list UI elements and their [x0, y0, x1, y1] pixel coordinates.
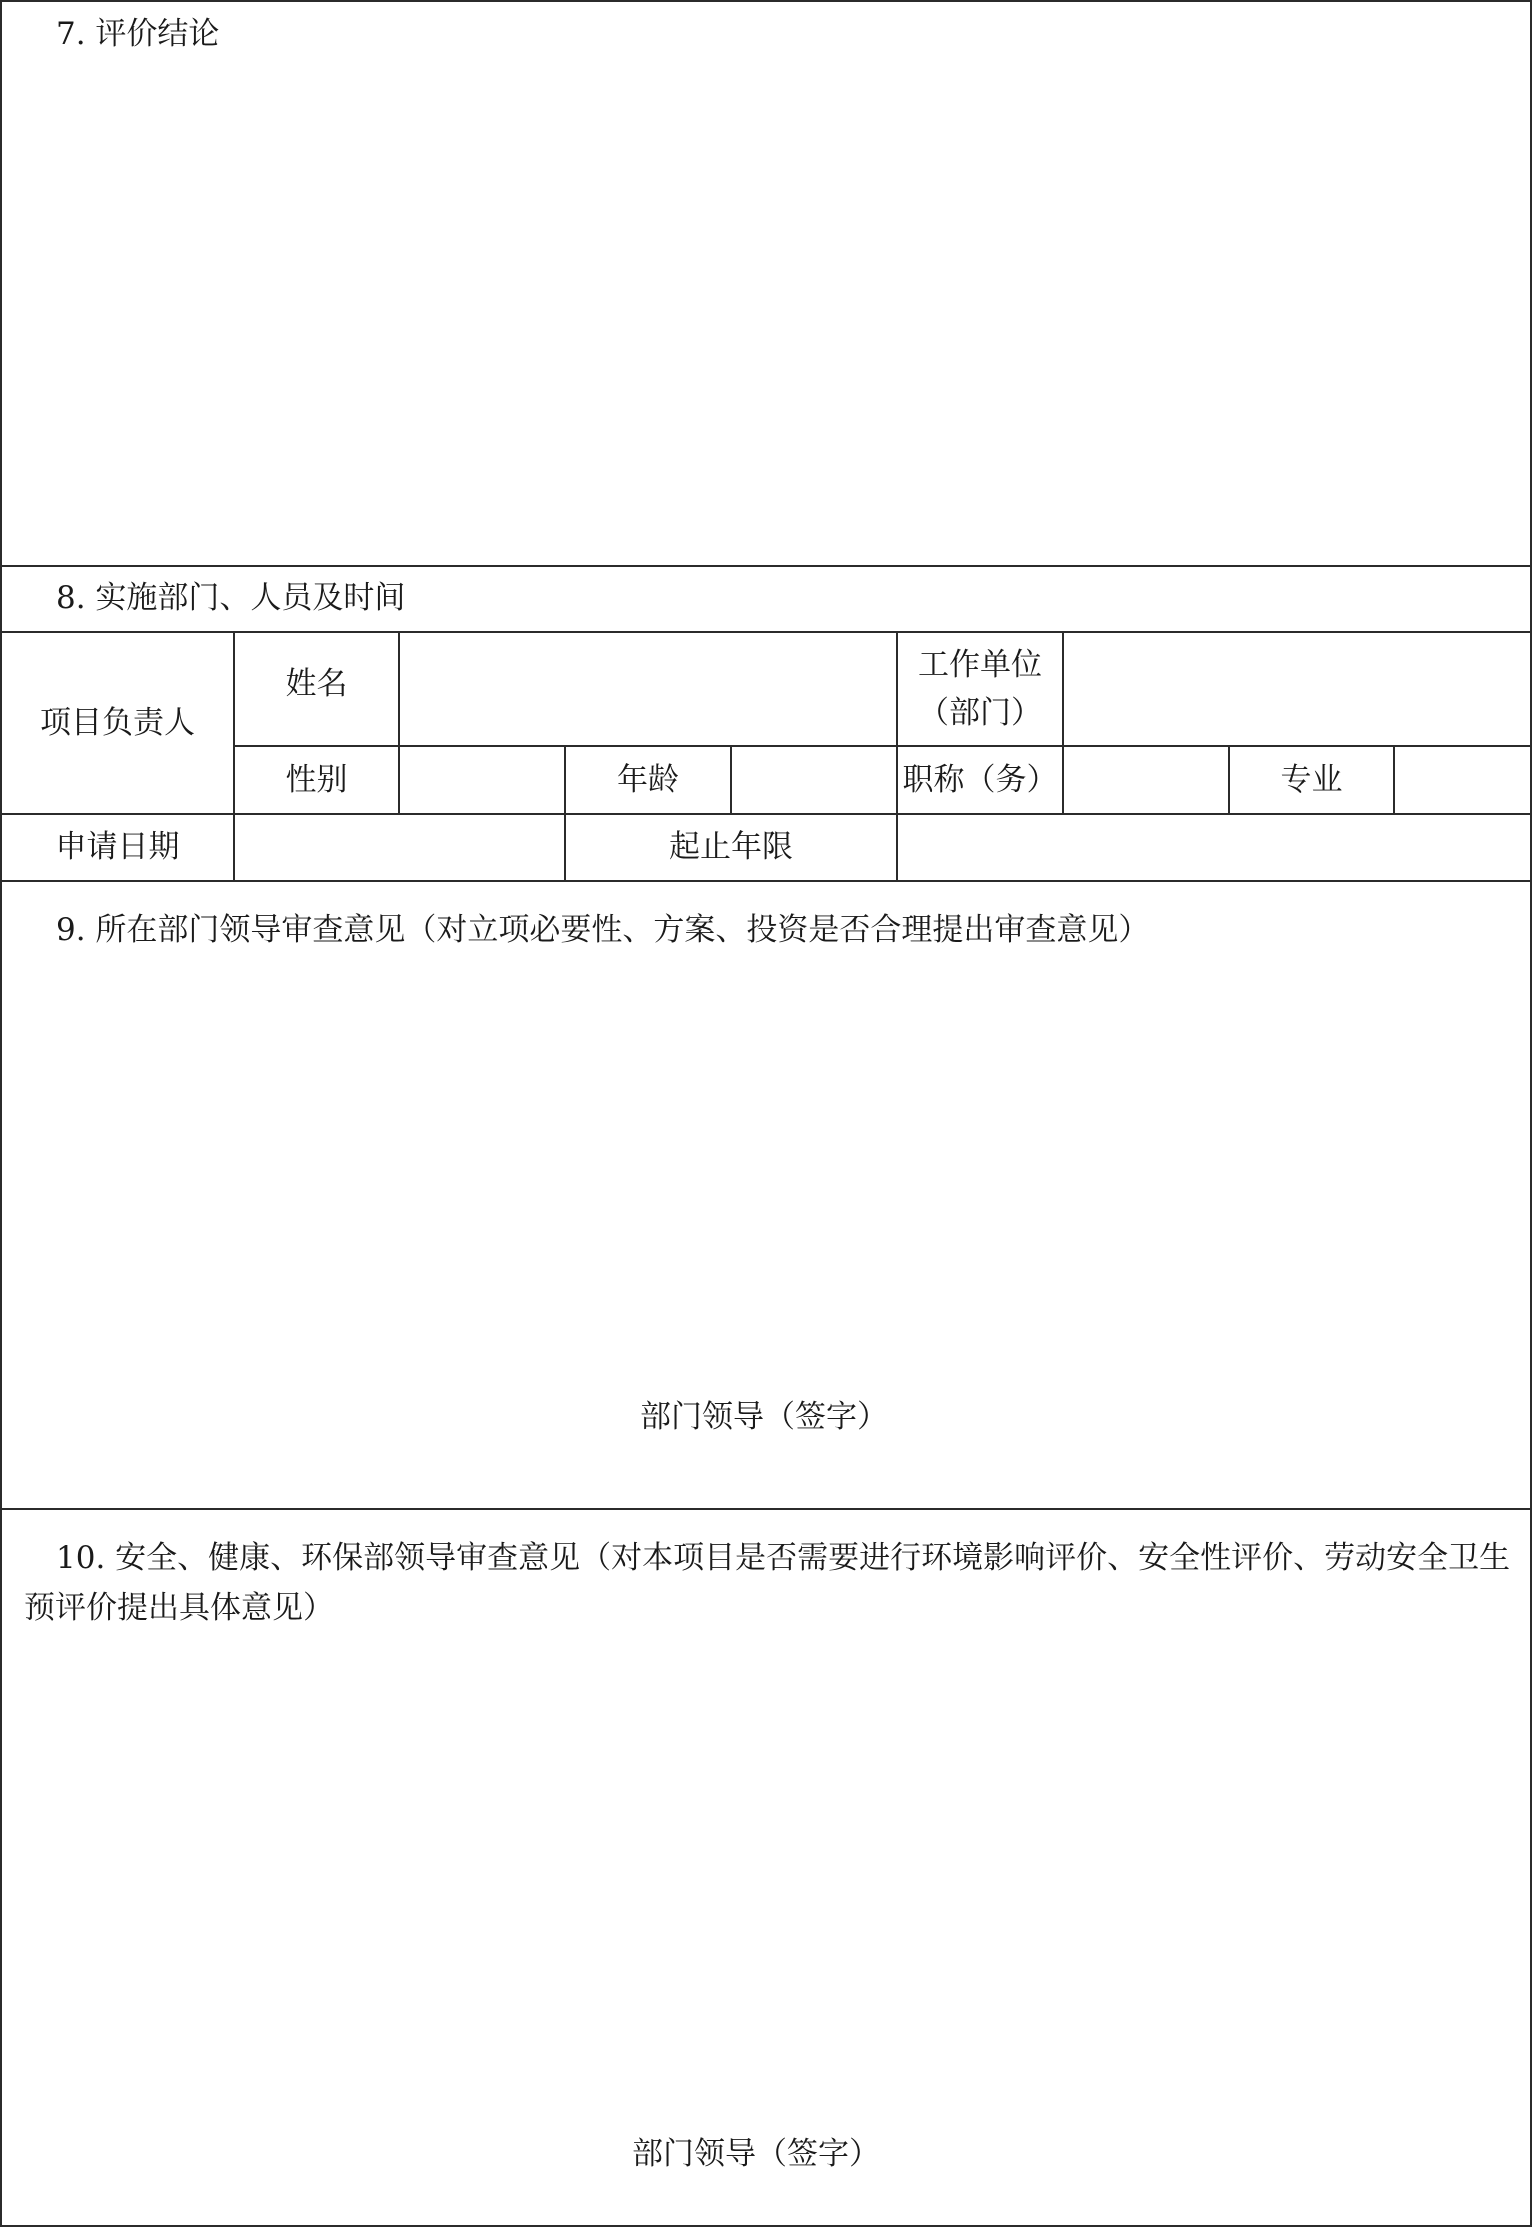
age-label: 年龄: [617, 761, 679, 798]
section9-sign-label: 部门领导（签字）: [640, 1399, 888, 1435]
gender-value[interactable]: [400, 747, 564, 813]
section9-title: 9. 所在部门领导审查意见（对立项必要性、方案、投资是否合理提出审查意见）: [56, 912, 1150, 948]
section10-content-area[interactable]: [2, 1640, 1530, 2120]
section10-sign-label: 部门领导（签字）: [632, 2136, 880, 2172]
title-label: 职称（务）: [902, 761, 1058, 798]
period-label: 起止年限: [669, 829, 793, 866]
divider-7-8: [0, 565, 1532, 567]
leader-label: 项目负责人: [40, 704, 195, 741]
unit-label-stack: [918, 641, 1042, 737]
border-top: [0, 0, 1532, 2]
unit-value[interactable]: [1064, 633, 1530, 745]
divider-9-10: [0, 1508, 1532, 1510]
gender-label: 性别: [285, 761, 348, 798]
name-value[interactable]: [400, 633, 896, 745]
major-label: 专业: [1280, 761, 1343, 798]
section7-content-area[interactable]: [2, 70, 1530, 564]
unit-label: [898, 633, 1062, 745]
section9-content-area[interactable]: [2, 960, 1530, 1390]
unit-label-line2: （部门）: [918, 695, 1042, 731]
section10-title: 10. 安全、健康、环保部领导审查意见（对本项目是否需要进行环境影响评价、安全性评价、劳动安全卫生预评价提出具体意见）: [24, 1540, 1511, 1626]
name-label: 姓名: [285, 665, 348, 702]
title-value[interactable]: [1064, 747, 1228, 813]
period-value[interactable]: [898, 815, 1530, 880]
section7-title: 7. 评价结论: [56, 16, 220, 52]
major-value[interactable]: [1395, 747, 1530, 813]
apply-date-label: 申请日期: [55, 829, 180, 866]
unit-label-line1: 工作单位: [918, 646, 1042, 683]
divider-date-row: [0, 880, 1532, 882]
age-value[interactable]: [732, 747, 896, 813]
apply-date-value[interactable]: [235, 815, 564, 880]
section8-title: 8. 实施部门、人员及时间: [56, 580, 406, 616]
